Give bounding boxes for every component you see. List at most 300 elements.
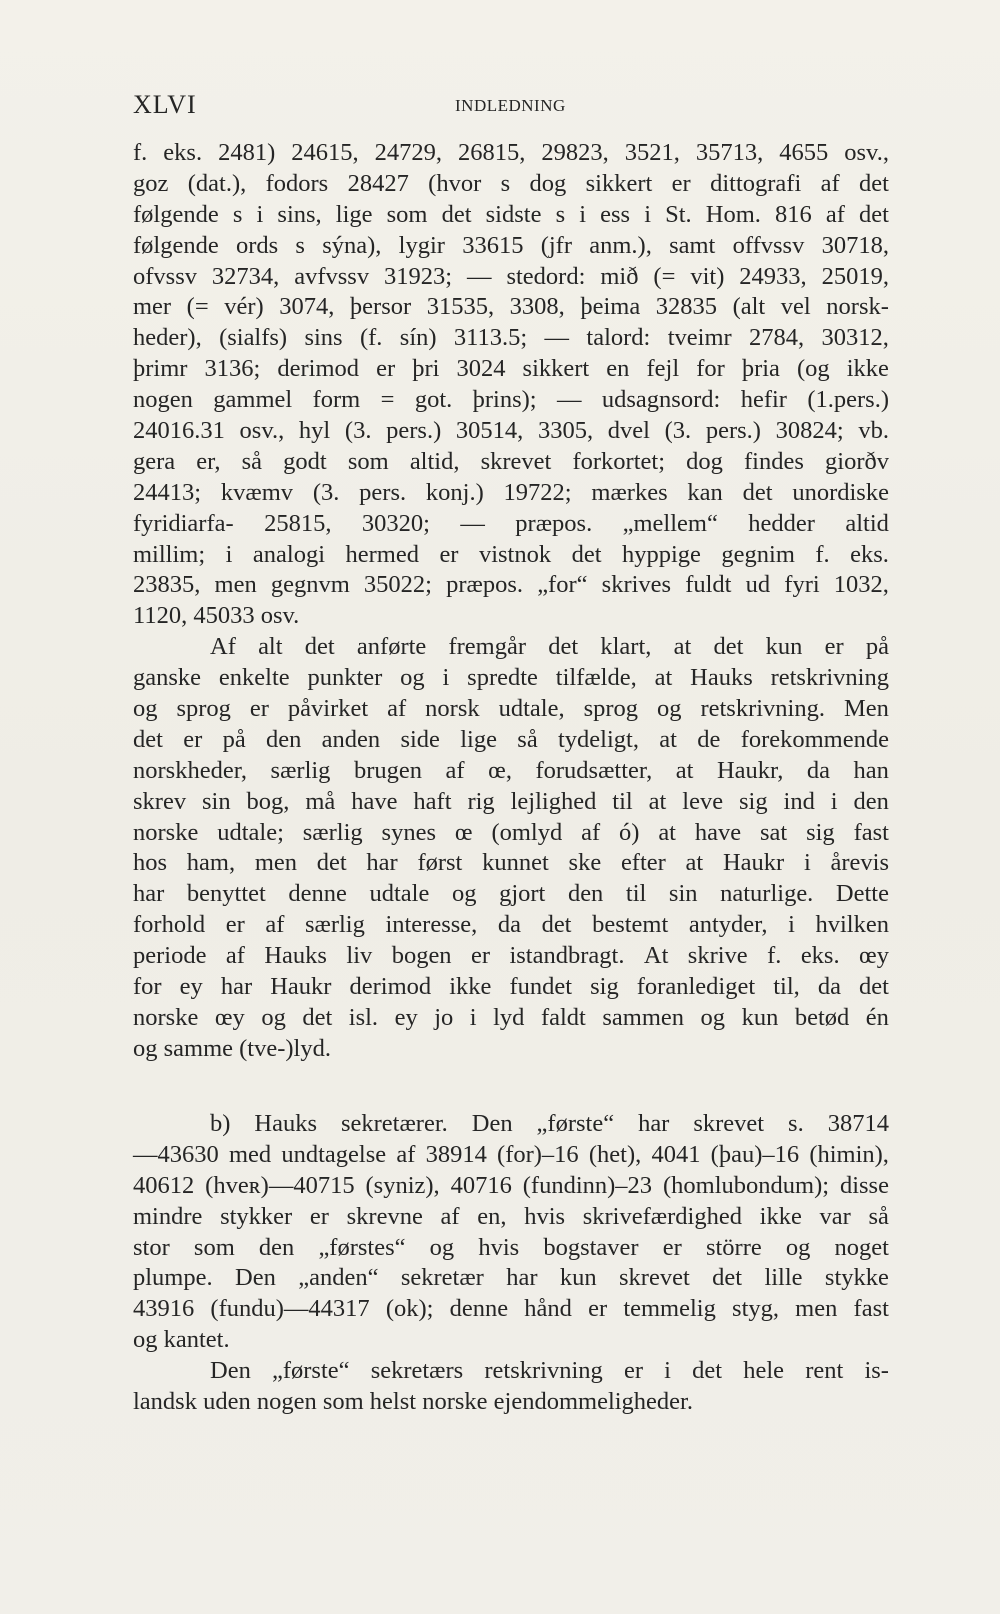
word: f. [767, 942, 782, 970]
word: —43630 [133, 1140, 219, 1168]
word: avfvssv [294, 262, 370, 290]
word: sýna), [322, 231, 382, 259]
word: naturlige. [720, 880, 814, 908]
word: norsk [425, 695, 480, 723]
word: for [133, 973, 162, 1001]
word: tilfælde, [555, 664, 637, 692]
text-line: 1120, 45033 osv. [133, 602, 300, 630]
word: men [254, 849, 298, 877]
word: 4655 [779, 139, 829, 166]
word: 25019, [821, 262, 889, 290]
word: af [445, 756, 465, 784]
word: 1032, [833, 571, 889, 599]
word: af [387, 695, 407, 723]
word: og [429, 1233, 455, 1261]
word: i [644, 200, 652, 228]
word: det [571, 540, 602, 568]
word: noget [834, 1233, 889, 1261]
text-line [133, 323, 889, 354]
word: fuldt [685, 571, 732, 599]
word: f. [815, 540, 830, 568]
word: (for)–16 [497, 1140, 579, 1168]
word: 40612 [133, 1171, 195, 1199]
word: rig [467, 787, 495, 815]
word: lige [460, 725, 497, 753]
word: 3305, [537, 417, 594, 445]
word: og [451, 880, 477, 908]
word: styg, [732, 1295, 779, 1323]
word: må [305, 787, 336, 815]
text-line [133, 416, 889, 447]
word: 3136; [204, 355, 261, 383]
word: har [366, 849, 398, 877]
text-line [133, 509, 889, 540]
word: er, [196, 447, 221, 475]
word: fyri [784, 571, 820, 599]
word: sat [760, 818, 788, 846]
word: mærkes [591, 478, 668, 506]
word: (syniz), [365, 1171, 440, 1199]
word: spredte [467, 664, 538, 692]
word: hyppige [621, 540, 701, 568]
word: ske [568, 849, 602, 877]
word: större [705, 1233, 762, 1261]
word: var [819, 1202, 851, 1230]
word: osv., [239, 417, 285, 445]
word: 3308, [509, 293, 565, 321]
word: ey [179, 973, 203, 1001]
word: ey [394, 1003, 418, 1031]
word: Den [210, 1357, 251, 1385]
word: retskrivning [770, 664, 889, 692]
word: i [788, 911, 795, 939]
word: sins [304, 324, 343, 352]
word: fejl [646, 355, 680, 383]
word: Haukr, [716, 756, 784, 784]
word: bog, [246, 787, 290, 815]
word: 3521, [624, 139, 680, 166]
word: þersor [349, 293, 412, 321]
word: hvis [478, 1233, 520, 1261]
word: fodors [265, 169, 329, 197]
word: det [859, 200, 889, 228]
text-line [133, 354, 889, 385]
word: stykke [824, 1264, 889, 1292]
word: sammen [602, 1003, 685, 1031]
word: det [302, 1003, 333, 1031]
word: punkter [307, 664, 383, 692]
word: ess [600, 200, 631, 228]
word: som [386, 200, 428, 228]
word: gammel [213, 386, 293, 414]
word: den [567, 880, 604, 908]
section-heading-line [133, 1109, 889, 1140]
word: gegnvm [270, 571, 350, 599]
word: da [817, 973, 841, 1001]
word: s [500, 169, 511, 197]
text-line [133, 200, 889, 231]
word: synes [381, 818, 436, 846]
word: er [588, 1295, 608, 1323]
word: œy [859, 942, 889, 970]
word: leve [682, 787, 724, 815]
text-line [133, 941, 889, 972]
word: af [820, 169, 840, 197]
word: „første“ [271, 1357, 350, 1385]
word: retskrivning [484, 1357, 603, 1385]
word: skrevet [619, 1264, 690, 1292]
word: 24413; [133, 478, 202, 506]
word: betød [794, 1003, 850, 1031]
word: ikke [846, 355, 889, 383]
word: 38914 [425, 1140, 487, 1168]
word: fyridiarfa- [133, 509, 234, 537]
word: 26815, [458, 139, 526, 166]
word: goz [133, 169, 169, 197]
word: þrins); [472, 386, 537, 414]
word: ganske [133, 664, 202, 692]
word: og [261, 1003, 286, 1031]
word: (3. [664, 417, 692, 445]
word: offvssv [732, 231, 805, 259]
word: det [133, 725, 163, 753]
word: forhold [133, 911, 206, 939]
word: hos [133, 849, 168, 877]
word: œ, [488, 756, 512, 784]
word: (þau)–16 [710, 1140, 800, 1168]
word: liv [346, 942, 373, 970]
word: Den [471, 1110, 513, 1137]
word: bestemt [592, 911, 669, 939]
word: det [859, 973, 889, 1001]
word: eks. [800, 942, 840, 970]
word: sekretær [400, 1264, 484, 1292]
word: 4041 [651, 1140, 701, 1168]
word: sin [202, 787, 231, 815]
word: sidste [485, 200, 542, 228]
word: én [865, 1003, 889, 1031]
word: is- [864, 1357, 889, 1385]
text-line [133, 756, 889, 787]
word: norsk- [826, 293, 889, 321]
word: så [241, 447, 263, 475]
word: periode [133, 942, 207, 970]
paragraph-start [133, 1356, 889, 1387]
text-line [133, 262, 889, 293]
word: Haukr [722, 849, 785, 877]
text-line [133, 570, 889, 601]
word: 30718, [821, 231, 889, 259]
word: tveimr [667, 324, 732, 352]
word: undtagelse [281, 1140, 387, 1168]
word: altid [845, 509, 889, 537]
word: side [400, 725, 440, 753]
word: At [643, 942, 669, 970]
word: da [806, 756, 830, 784]
word: i [579, 200, 587, 228]
word: Hauks [254, 1110, 317, 1137]
word: i [469, 1003, 477, 1031]
word: som [347, 447, 389, 475]
text-line [133, 1294, 889, 1325]
word: at [685, 849, 704, 877]
word: form [312, 386, 361, 414]
word: norskheder, [133, 756, 247, 784]
word: 29823, [541, 139, 609, 166]
word: han [853, 756, 889, 784]
word: dog [529, 169, 567, 197]
word: Hauks [264, 942, 327, 970]
word: men [795, 1295, 838, 1323]
word: (hveʀ)—40715 [205, 1171, 355, 1199]
word: årevis [830, 849, 889, 877]
word: (= [186, 293, 209, 321]
word: (homlubondum); [662, 1171, 830, 1199]
word: 25815, [264, 509, 332, 537]
word: sin [668, 880, 698, 908]
word: dog [686, 447, 723, 475]
word: þri [412, 355, 440, 383]
word: gera [133, 447, 176, 475]
text-line [133, 694, 889, 725]
word: „for“ [537, 571, 588, 599]
word: sikkert [585, 169, 653, 197]
word: talord: [586, 324, 651, 352]
word: giorðv [825, 447, 889, 475]
text-line [133, 447, 889, 478]
word: (dat.), [187, 169, 247, 197]
word: skrevet [480, 447, 552, 475]
word: at [675, 756, 694, 784]
word: at [659, 725, 677, 753]
word: det [541, 911, 572, 939]
word: 2784, [749, 324, 805, 352]
word: for [696, 355, 725, 383]
word: nogen [133, 386, 193, 414]
word: udtale, [498, 695, 565, 723]
word: 3024 [456, 355, 506, 383]
word: pers.) [386, 417, 442, 445]
word: (ok); [385, 1295, 434, 1323]
word: 30320; [361, 509, 430, 537]
word: 2481) [218, 139, 276, 166]
word: stedord: [506, 262, 586, 290]
word: på [865, 633, 889, 661]
word: (fundinn)–23 [522, 1171, 653, 1199]
word: denne [449, 1295, 509, 1323]
word: osv., [844, 139, 889, 166]
word: 24615, [291, 139, 359, 166]
word: ofvssv [133, 262, 197, 290]
word: sín) [399, 324, 437, 352]
word: haft [413, 787, 452, 815]
word: skrev [133, 787, 187, 815]
word: forekommende [740, 725, 889, 753]
word: godt [283, 447, 327, 475]
word: retskrivning. [700, 695, 825, 723]
word: hånd [524, 1295, 572, 1323]
word: sekretærs [370, 1357, 464, 1385]
word: er [662, 1233, 682, 1261]
word: kvæmv [220, 478, 294, 506]
word: stykker [220, 1202, 293, 1230]
word: gegnim [721, 540, 795, 568]
word: disse [839, 1171, 889, 1199]
word: hedder [748, 509, 815, 537]
text-line [133, 231, 889, 262]
text-line [133, 385, 889, 416]
word: bogen [391, 942, 452, 970]
word: så [517, 725, 538, 753]
word: og [656, 695, 682, 723]
text-line: og kantet. [133, 1326, 230, 1354]
word: fremgår [448, 633, 527, 661]
text-line [133, 787, 889, 818]
text-line: landsk uden nogen som helst norske ejendommeligheder. [133, 1388, 693, 1416]
word: sikkert [522, 355, 590, 383]
word: er [309, 1202, 329, 1230]
word: i [830, 787, 838, 815]
word: følgende [133, 231, 219, 259]
word: altid, [409, 447, 460, 475]
text-line [133, 1140, 889, 1171]
word: til, [773, 973, 800, 1001]
word: er [249, 695, 269, 723]
word: sins, [277, 200, 322, 228]
word: men [214, 571, 257, 599]
word: rent [805, 1357, 844, 1385]
word: mið [600, 262, 639, 290]
word: skrive [687, 942, 748, 970]
word: 32734, [211, 262, 280, 290]
word: 35022; [363, 571, 432, 599]
word: 816 [775, 200, 812, 228]
word: og [400, 664, 425, 692]
word: af [396, 1140, 416, 1168]
word: at [648, 787, 667, 815]
text-line [133, 848, 889, 879]
word: Den [235, 1264, 276, 1292]
word: pers.) [705, 417, 761, 445]
word: skrivefærdighed [582, 1202, 742, 1230]
word: kan [687, 478, 723, 506]
word: (himin), [809, 1140, 889, 1168]
word: vb. [858, 417, 889, 445]
word: det [548, 633, 579, 661]
word: brugen [353, 756, 423, 784]
word: 30514, [455, 417, 524, 445]
word: hyl [298, 417, 331, 445]
word: udtale; [217, 818, 284, 846]
word: Dette [835, 880, 889, 908]
word: dvel [607, 417, 650, 445]
word: „første“ [536, 1110, 615, 1137]
word: kun [559, 1264, 597, 1292]
body-text-part1 [133, 138, 889, 1065]
word: udsagnsord: [601, 386, 721, 414]
word: er [183, 725, 203, 753]
text-line [133, 1003, 889, 1034]
word: pers. [359, 478, 407, 506]
word: dittografi [710, 169, 802, 197]
word: lejlighed [510, 787, 597, 815]
word: særlig [270, 756, 331, 784]
word: klart, [600, 633, 652, 661]
word: til [612, 787, 633, 815]
word: millim; [133, 540, 206, 568]
word: er [623, 1357, 643, 1385]
word: præpos. [515, 509, 593, 537]
text-line [133, 169, 889, 200]
word: unordiske [792, 478, 889, 506]
word: þeima [580, 293, 641, 321]
word: 38714 [827, 1110, 889, 1137]
word: faldt [540, 1003, 586, 1031]
word: (alt [732, 293, 766, 321]
word: af [825, 200, 845, 228]
word: vit) [690, 262, 725, 290]
word: eks. [163, 139, 203, 166]
word: have [351, 787, 398, 815]
word: 24933, [739, 262, 807, 290]
text-line [133, 1202, 889, 1233]
text-line [133, 1263, 889, 1294]
word: 28427 [347, 169, 409, 197]
text-line [133, 663, 889, 694]
word: „mellem“ [622, 509, 718, 537]
text-line [133, 1171, 889, 1202]
word: „anden“ [298, 1264, 379, 1292]
word: (het), [588, 1140, 642, 1168]
word: (sialfs) [219, 324, 288, 352]
word: ham, [186, 849, 236, 877]
word: denne [288, 880, 347, 908]
word: har [133, 880, 165, 908]
word: gjort [499, 880, 546, 908]
word: þria [741, 355, 780, 383]
word: er [439, 540, 459, 568]
word: alt [258, 633, 283, 661]
word: lige [335, 200, 373, 228]
word: en [606, 355, 630, 383]
text-line [133, 910, 889, 941]
word: = [380, 386, 395, 414]
word: i [225, 540, 233, 568]
word: skrevne [346, 1202, 423, 1230]
word: s [232, 200, 243, 228]
word: påvirket [287, 695, 369, 723]
word: 32835 [655, 293, 718, 321]
word: skrives [601, 571, 672, 599]
word: (3. [344, 417, 372, 445]
word: findes [744, 447, 804, 475]
word: af [440, 1202, 460, 1230]
word: skrevet [693, 1110, 765, 1137]
word: sig [806, 818, 835, 846]
word: Men [843, 695, 889, 723]
word: fundet [509, 973, 573, 1001]
word: — [544, 324, 570, 352]
word: foranlediget [636, 973, 756, 1001]
word: norske [133, 1003, 199, 1031]
word: s. [788, 1110, 804, 1137]
word: ind [783, 787, 815, 815]
word: kun [741, 1003, 779, 1031]
word: først [417, 849, 463, 877]
word: benyttet [186, 880, 266, 908]
word: bogstaver [543, 1233, 639, 1261]
word: antyder, [688, 911, 768, 939]
